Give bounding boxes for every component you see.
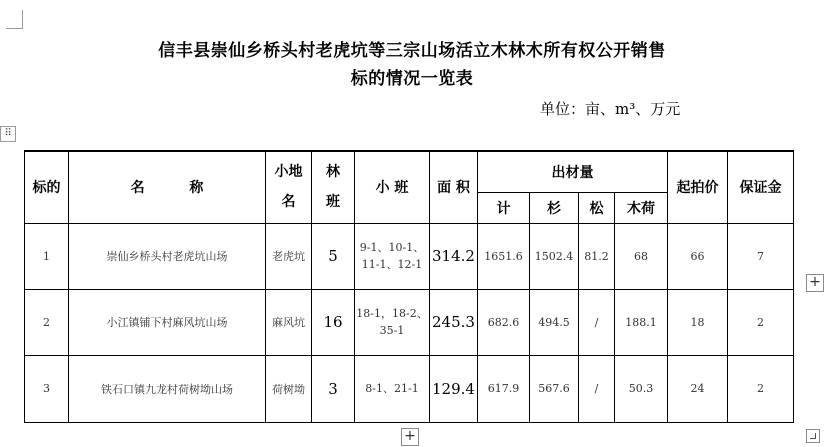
header-subplot: 小 班 bbox=[355, 151, 430, 223]
row-wood: 68 bbox=[615, 223, 668, 289]
row-total: 617.9 bbox=[478, 355, 530, 422]
row-name: 崇仙乡桥头村老虎坑山场 bbox=[69, 223, 266, 289]
header-pine: 松 bbox=[579, 192, 615, 223]
row-place: 老虎坑 bbox=[266, 223, 312, 289]
row-deposit: 2 bbox=[728, 355, 794, 422]
row-forest: 5 bbox=[312, 223, 355, 289]
table-move-handle-icon[interactable]: ⠿ bbox=[0, 126, 16, 142]
table-resize-handle-icon[interactable] bbox=[806, 429, 820, 443]
document-title-line2: 标的情况一览表 bbox=[350, 69, 474, 89]
add-row-button[interactable]: + bbox=[401, 428, 419, 446]
row-subplot: 8-1、21-1 bbox=[355, 355, 430, 422]
row-name: 小江镇铺下村麻风坑山场 bbox=[69, 289, 266, 355]
row-start-price: 18 bbox=[668, 289, 728, 355]
header-wood: 木荷 bbox=[615, 192, 668, 223]
row-wood: 188.1 bbox=[615, 289, 668, 355]
header-place: 小地名 bbox=[266, 151, 312, 223]
row-pine: 81.2 bbox=[579, 223, 615, 289]
header-total: 计 bbox=[478, 192, 530, 223]
header-volume: 出材量 bbox=[478, 151, 668, 192]
row-area: 314.2 bbox=[430, 223, 478, 289]
add-column-button[interactable]: + bbox=[806, 274, 824, 292]
row-pine: / bbox=[579, 289, 615, 355]
row-wood: 50.3 bbox=[615, 355, 668, 422]
row-no: 2 bbox=[25, 289, 69, 355]
header-start-price: 起拍价 bbox=[668, 151, 728, 223]
row-forest: 3 bbox=[312, 355, 355, 422]
row-forest: 16 bbox=[312, 289, 355, 355]
unit-label: 单位：亩、m³、万元 bbox=[540, 100, 681, 118]
row-fir: 567.6 bbox=[530, 355, 579, 422]
listing-table bbox=[24, 150, 794, 423]
row-fir: 1502.4 bbox=[530, 223, 579, 289]
header-lot: 标的 bbox=[25, 151, 69, 223]
header-deposit: 保证金 bbox=[728, 151, 794, 223]
row-fir: 494.5 bbox=[530, 289, 579, 355]
document-title-line1: 信丰县崇仙乡桥头村老虎坑等三宗山场活立木林木所有权公开销售 bbox=[158, 41, 666, 61]
row-area: 129.4 bbox=[430, 355, 478, 422]
header-name: 名 称 bbox=[69, 151, 266, 223]
header-area: 面 积 bbox=[430, 151, 478, 223]
row-area: 245.3 bbox=[430, 289, 478, 355]
header-forest: 林班 bbox=[312, 151, 355, 223]
row-total: 1651.6 bbox=[478, 223, 530, 289]
row-name: 铁石口镇九龙村荷树坳山场 bbox=[69, 355, 266, 422]
row-place: 麻风坑 bbox=[266, 289, 312, 355]
table-row bbox=[25, 289, 794, 355]
page-corner-mark bbox=[6, 10, 23, 29]
row-no: 1 bbox=[25, 223, 69, 289]
row-total: 682.6 bbox=[478, 289, 530, 355]
header-fir: 杉 bbox=[530, 192, 579, 223]
row-start-price: 66 bbox=[668, 223, 728, 289]
row-subplot: 18-1，18-2、35-1 bbox=[355, 289, 430, 355]
table-row bbox=[25, 223, 794, 289]
row-deposit: 7 bbox=[728, 223, 794, 289]
table-row bbox=[25, 355, 794, 422]
row-place: 荷树坳 bbox=[266, 355, 312, 422]
row-pine: / bbox=[579, 355, 615, 422]
row-deposit: 2 bbox=[728, 289, 794, 355]
row-start-price: 24 bbox=[668, 355, 728, 422]
row-no: 3 bbox=[25, 355, 69, 422]
row-subplot: 9-1、10-1、11-1、12-1 bbox=[355, 223, 430, 289]
